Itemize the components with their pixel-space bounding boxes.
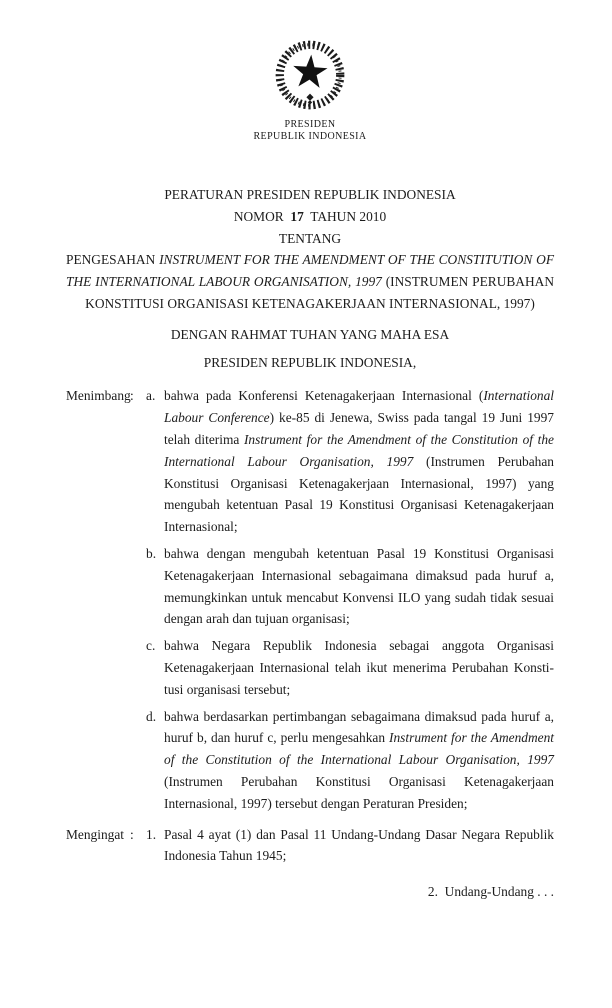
- letterhead: [66, 0, 554, 142]
- considering-items: [146, 385, 554, 814]
- letterhead-text: [66, 119, 554, 142]
- considering-item-c: [146, 635, 554, 700]
- item-text: bahwa berdasarkan pertimbangan sebagaimana dimaksud pada huruf a, huruf b, dan huruf c, perlu mengesahkan Instrument for the Amendment of the Constitution of the International Labour Organisation, 1997 (Instrumen Perubahan Konstitusi Organisasi Ketenagakerjaan Internasional, 1997) tersebut dengan Peraturan Presiden;: [164, 708, 554, 811]
- letterhead-line-republik-indonesia: REPUBLIK INDONESIA: [253, 130, 367, 142]
- considering-item-d: [146, 706, 554, 815]
- considering-label: Menimbang: [66, 388, 131, 404]
- item-text: Pasal 4 ayat (1) dan Pasal 11 Undang-Undang Dasar Negara Republik Indonesia Tahun 1945;: [164, 826, 554, 864]
- letterhead-line-presiden: PRESIDEN: [284, 119, 336, 130]
- presidential-seal-icon: [271, 36, 349, 114]
- considering-colon: :: [130, 388, 134, 404]
- item-marker: 1.: [146, 826, 157, 842]
- recalling-label: Mengingat: [66, 826, 125, 842]
- recalling-colon: :: [130, 826, 134, 842]
- recalling-item-1: [146, 824, 554, 868]
- regulation-number: NOMOR 17 TAHUN 2010: [233, 208, 387, 224]
- item-marker: d.: [146, 708, 157, 724]
- tentang-label: TENTANG: [278, 230, 342, 246]
- considering-item-b: [146, 543, 554, 630]
- page-catchword: 2. Undang-Undang . . .: [427, 884, 554, 900]
- invocation-grace: DENGAN RAHMAT TUHAN YANG MAHA ESA: [170, 326, 450, 342]
- item-text: bahwa dengan mengubah ketentuan Pasal 19 Konstitusi Organisasi Ketenagakerjaan Internasional sebagaimana dimaksud pada huruf a, memungkinkan untuk mencabut Konvensi ILO yang sudah tidak sesuai dengan arah dan tujuan organisasi;: [164, 545, 554, 627]
- regulation-subject: PENGESAHAN INSTRUMENT FOR THE AMENDMENT OF THE CONSTITUTION OF THE INTERNATIONAL LABOUR ORGANISATION, 1997 (INSTRUMEN PERUBAHAN KONSTITUSI ORGANISASI KETENAGAKERJAAN INTERNASIONAL, 1997): [66, 252, 555, 311]
- recalling-clause: [66, 824, 554, 868]
- considering-item-a: [146, 385, 554, 538]
- item-marker: b.: [146, 545, 157, 561]
- item-text: bahwa pada Konferensi Ketenagakerjaan Internasional (International Labour Conference) ke-85 di Jenewa, Swiss pada tangal 19 Juni 1997 telah diterima Instrument for the Amendment of the Constitution of the International Labour Organisation, 1997 (Instrumen Perubahan Konstitusi Organisasi Ketenagakerjaan Internasional, 1997) yang mengubah ketentuan Pasal 19 Konstitusi Organisasi Ketenagakerjaan Internasional;: [164, 388, 555, 535]
- considering-clause: [66, 385, 554, 814]
- item-marker: a.: [146, 388, 156, 404]
- invocation-president: PRESIDEN REPUBLIK INDONESIA,: [203, 354, 417, 370]
- item-text: bahwa Negara Republik Indonesia sebagai anggota Organisasi Ketenagakerjaan Internasional telah ikut menerima Perubahan Konstitusi organisasi tersebut;: [164, 638, 554, 697]
- star-icon: [292, 53, 329, 88]
- title-block: [66, 184, 554, 373]
- regulation-title: PERATURAN PRESIDEN REPUBLIK INDONESIA: [164, 187, 456, 202]
- item-marker: c.: [146, 638, 156, 654]
- recalling-items: [146, 824, 554, 868]
